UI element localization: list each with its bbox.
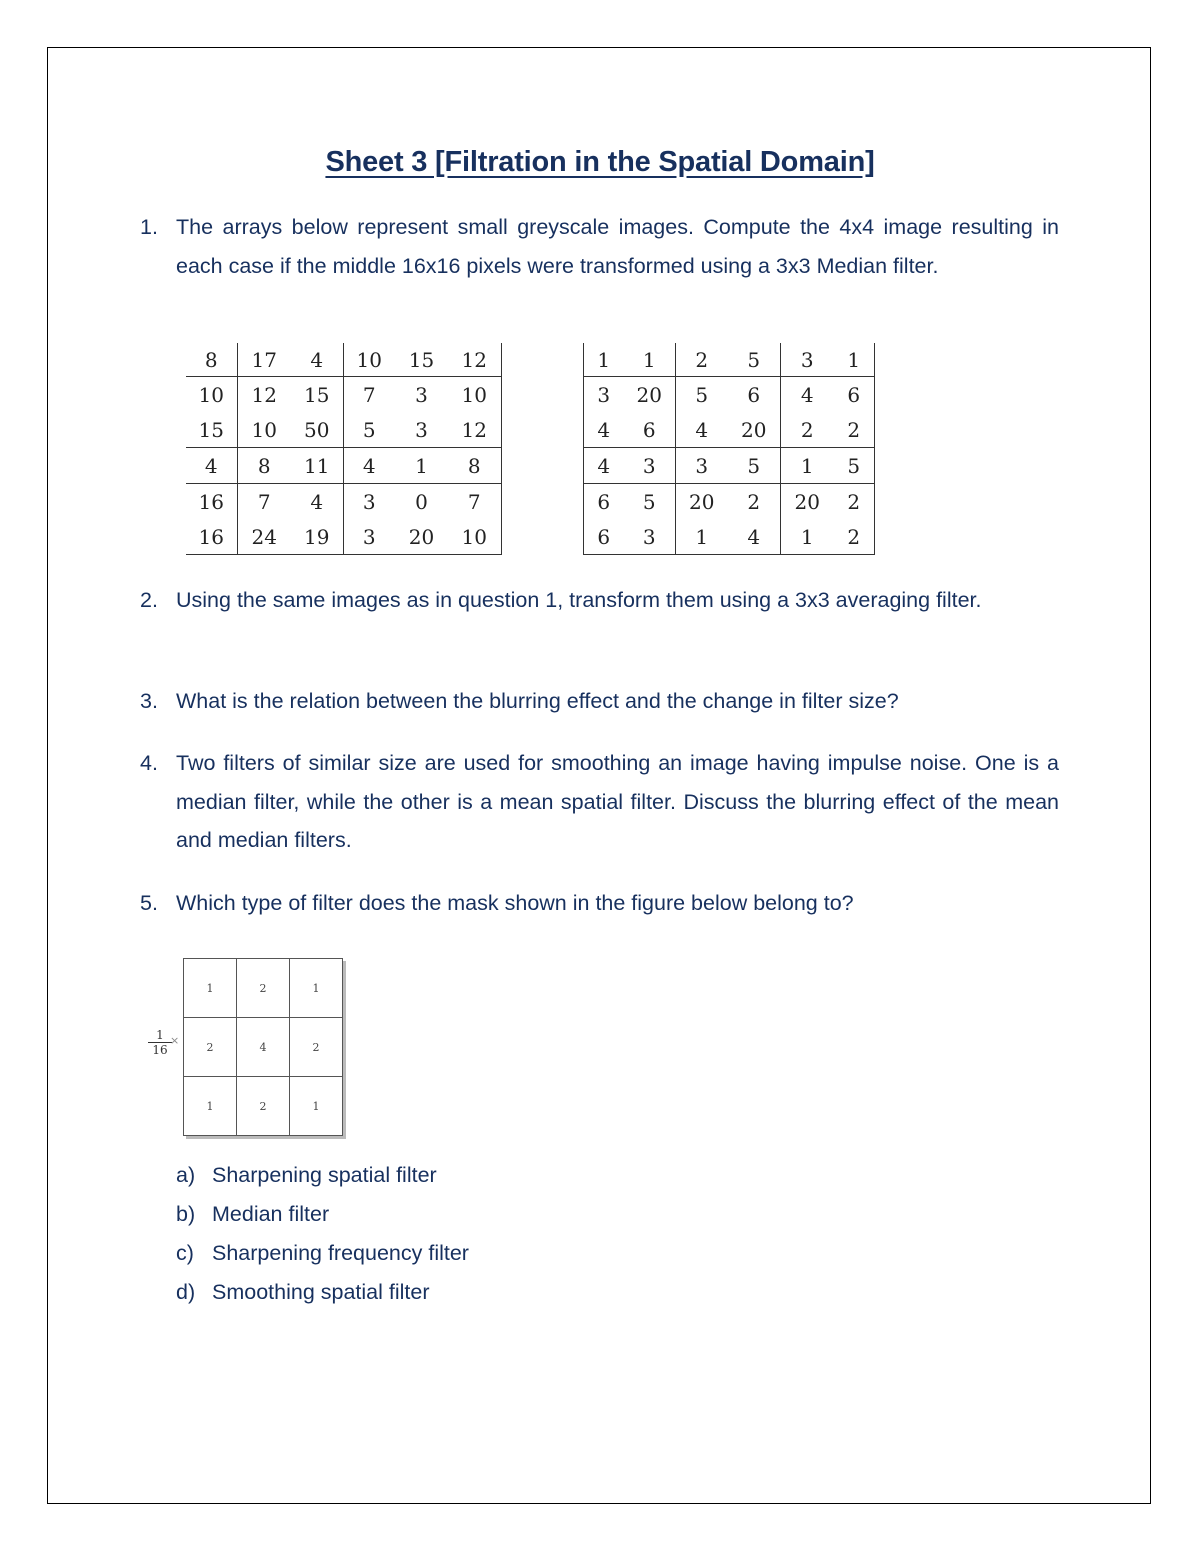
table-row <box>584 412 875 448</box>
table-row <box>186 343 501 377</box>
cell: 2 <box>834 484 875 520</box>
option-text: Sharpening frequency filter <box>212 1241 469 1265</box>
mask-cell: 2 <box>237 1077 290 1136</box>
question-number: 1. <box>140 215 158 239</box>
cell: 10 <box>186 377 237 413</box>
table-row <box>184 1018 343 1077</box>
cell: 12 <box>237 377 291 413</box>
page-title: Sheet 3 [Filtration in the Spatial Domain] <box>325 146 875 178</box>
option-c <box>176 1234 469 1273</box>
mask-cell: 2 <box>184 1018 237 1077</box>
table-row <box>186 412 501 448</box>
cell: 3 <box>343 484 395 520</box>
table-row <box>584 519 875 555</box>
cell: 16 <box>186 484 237 520</box>
question-number: 2. <box>140 588 158 612</box>
cell: 1 <box>584 343 624 377</box>
cell: 6 <box>728 377 781 413</box>
cell: 7 <box>343 377 395 413</box>
cell: 1 <box>676 519 728 555</box>
times-symbol: × <box>170 1034 180 1047</box>
table-row <box>186 377 501 413</box>
cell: 5 <box>624 484 676 520</box>
mask-cell: 1 <box>184 959 237 1018</box>
cell: 11 <box>291 448 343 484</box>
cell: 15 <box>198 417 224 442</box>
cell: 5 <box>343 412 395 448</box>
cell: 50 <box>304 417 330 442</box>
question-number: 5. <box>140 891 158 915</box>
cell: 3 <box>343 519 395 555</box>
cell: 1 <box>834 343 875 377</box>
answer-options <box>176 1156 469 1312</box>
option-label: b) <box>176 1202 196 1226</box>
question-text: The arrays below represent small greyscale images. Compute the 4x4 image resulting in each case if the middle 16x16 pixels were transformed using a 3x3 Median filter. <box>176 215 1059 278</box>
cell: 8 <box>237 448 291 484</box>
mask-cell: 2 <box>290 1018 343 1077</box>
cell: 2 <box>728 484 781 520</box>
cell: 6 <box>642 417 656 442</box>
option-text: Median filter <box>212 1202 330 1226</box>
cell: 8 <box>448 448 501 484</box>
mask-cell: 1 <box>290 959 343 1018</box>
cell: 4 <box>291 484 343 520</box>
option-label: d) <box>176 1280 196 1304</box>
question-text: Which type of filter does the mask shown in the figure below belong to? <box>176 891 854 915</box>
table-row <box>584 377 875 413</box>
question-text: What is the relation between the blurring effect and the change in filter size? <box>176 689 899 713</box>
table-row <box>186 484 501 520</box>
cell: 3 <box>624 519 676 555</box>
cell: 1 <box>781 519 834 555</box>
cell: 20 <box>676 484 728 520</box>
image-array-1 <box>186 343 502 555</box>
cell: 2 <box>781 412 834 448</box>
mask-scale-fraction <box>148 1028 172 1057</box>
cell: 15 <box>408 347 435 372</box>
fraction-numerator: 1 <box>148 1028 172 1043</box>
cell: 12 <box>448 412 501 448</box>
table-row <box>584 448 875 484</box>
cell: 24 <box>237 519 291 555</box>
cell: 2 <box>834 519 875 555</box>
mask-grid <box>183 958 343 1136</box>
cell: 6 <box>584 484 624 520</box>
option-b <box>176 1195 469 1234</box>
cell: 0 <box>395 484 448 520</box>
table-row <box>184 959 343 1018</box>
cell: 19 <box>291 519 343 555</box>
cell: 7 <box>448 484 501 520</box>
option-text: Sharpening spatial filter <box>212 1163 437 1187</box>
cell: 4 <box>343 448 395 484</box>
table-row <box>584 484 875 520</box>
cell: 4 <box>310 347 324 372</box>
cell: 15 <box>291 377 343 413</box>
cell: 6 <box>834 377 875 413</box>
cell: 4 <box>186 448 237 484</box>
question-1 <box>140 208 1059 285</box>
cell: 4 <box>584 448 624 484</box>
question-number: 3. <box>140 689 158 713</box>
option-a <box>176 1156 469 1195</box>
question-text: Two filters of similar size are used for smoothing an image having impulse noise. One is a median filter, while the other is a mean spatial filter. Discuss the blurring effect of the mean and median filters. <box>176 751 1059 852</box>
mask-cell: 1 <box>290 1077 343 1136</box>
cell: 4 <box>781 377 834 413</box>
table-row <box>186 448 501 484</box>
cell: 5 <box>728 448 781 484</box>
cell: 6 <box>584 519 624 555</box>
cell: 2 <box>676 343 728 377</box>
image-array-2 <box>583 343 875 555</box>
cell: 12 <box>448 343 501 377</box>
cell: 20 <box>781 484 834 520</box>
cell: 3 <box>624 448 676 484</box>
cell: 4 <box>676 412 728 448</box>
cell: 3 <box>676 448 728 484</box>
cell: 3 <box>584 377 624 413</box>
option-d <box>176 1273 469 1312</box>
cell: 4 <box>728 519 781 555</box>
mask-figure <box>140 950 350 1140</box>
cell: 8 <box>204 347 218 372</box>
cell: 5 <box>676 377 728 413</box>
cell: 10 <box>343 343 395 377</box>
cell: 10 <box>237 412 291 448</box>
cell: 20 <box>395 519 448 555</box>
cell: 4 <box>584 412 624 448</box>
cell: 10 <box>448 519 501 555</box>
table-row <box>184 1077 343 1136</box>
cell: 5 <box>834 448 875 484</box>
question-2 <box>140 581 1059 620</box>
mask-cell: 1 <box>184 1077 237 1136</box>
question-4 <box>140 744 1059 860</box>
cell: 1 <box>642 347 656 372</box>
mask-cell: 2 <box>237 959 290 1018</box>
option-label: c) <box>176 1241 194 1265</box>
option-label: a) <box>176 1163 196 1187</box>
question-5 <box>140 884 1059 923</box>
option-text: Smoothing spatial filter <box>212 1280 430 1304</box>
cell: 1 <box>395 448 448 484</box>
cell: 20 <box>741 417 767 442</box>
cell: 3 <box>781 343 834 377</box>
cell: 20 <box>624 377 676 413</box>
table-row <box>186 519 501 555</box>
cell: 7 <box>237 484 291 520</box>
cell: 2 <box>834 412 875 448</box>
cell: 5 <box>747 347 761 372</box>
table-row <box>584 343 875 377</box>
cell: 16 <box>186 519 237 555</box>
fraction-denominator: 16 <box>152 1043 168 1057</box>
cell: 1 <box>781 448 834 484</box>
cell: 17 <box>237 343 291 377</box>
question-number: 4. <box>140 751 158 775</box>
cell: 10 <box>448 377 501 413</box>
cell: 3 <box>395 377 448 413</box>
question-3 <box>140 682 1059 721</box>
cell: 3 <box>415 417 428 442</box>
mask-cell: 4 <box>237 1018 290 1077</box>
question-text: Using the same images as in question 1, transform them using a 3x3 averaging filter. <box>176 588 982 612</box>
